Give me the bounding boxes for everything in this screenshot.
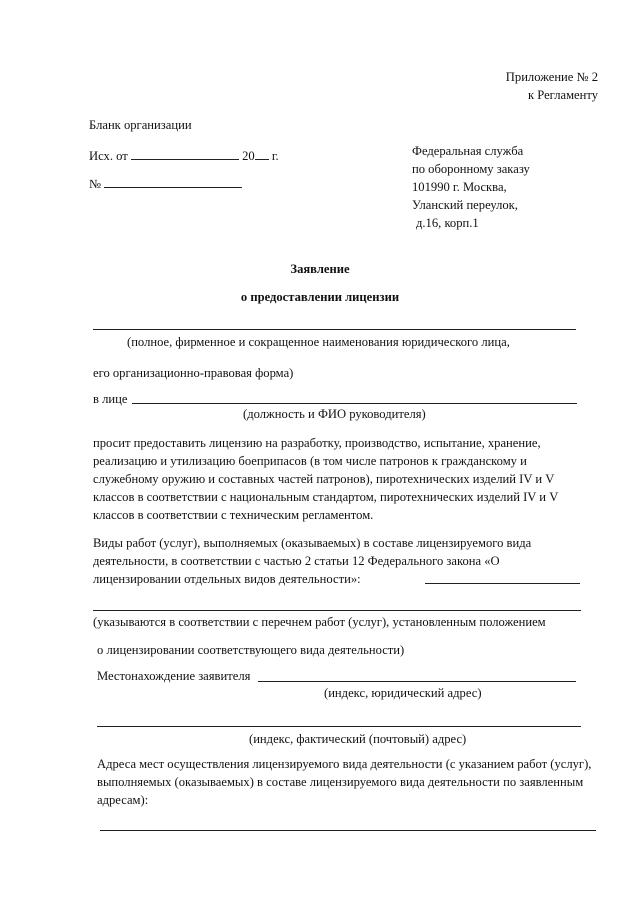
outgoing-year-field[interactable] xyxy=(255,147,269,160)
number-prefix: № xyxy=(89,177,102,191)
company-name-field[interactable] xyxy=(93,329,576,330)
outgoing-prefix: Исх. от xyxy=(89,149,128,163)
company-name-hint-1: (полное, фирменное и сокращенное наименования юридического лица, xyxy=(127,335,510,349)
location-actual-field[interactable] xyxy=(97,726,581,727)
works-hint-2: о лицензировании соответствующего вида деятельности) xyxy=(97,643,405,657)
addresses-line-2: выполняемых (оказываемых) в составе лицензируемого вида деятельности по заявленным xyxy=(97,775,584,789)
location-hint-actual: (индекс, фактический (почтовый) адрес) xyxy=(249,732,467,746)
recipient-line-5: д.16, корп.1 xyxy=(416,216,479,230)
addresses-field[interactable] xyxy=(100,830,596,831)
works-field-inline[interactable] xyxy=(425,583,580,584)
addresses-line-1: Адреса мест осуществления лицензируемого вида деятельности (с указанием работ (услуг), xyxy=(97,757,592,771)
outgoing-date-field[interactable] xyxy=(131,147,239,160)
outgoing-year-suffix: г. xyxy=(271,149,279,163)
request-line-5: классов в соответствии с техническим регламентом. xyxy=(93,508,374,522)
letterhead-label: Бланк организации xyxy=(89,118,192,132)
number-row xyxy=(89,175,242,192)
works-line-1: Виды работ (услуг), выполняемых (оказываемых) в составе лицензируемого вида xyxy=(93,536,532,550)
request-line-1: просит предоставить лицензию на разработку, производство, испытание, хранение, xyxy=(93,436,541,450)
outgoing-date-row xyxy=(89,147,279,164)
person-prefix: в лице xyxy=(93,392,128,406)
works-line-3: лицензировании отдельных видов деятельности»: xyxy=(93,572,361,586)
appendix-line-1: Приложение № 2 xyxy=(505,70,598,84)
person-field[interactable] xyxy=(132,403,577,404)
addresses-line-3: адресам): xyxy=(97,793,149,807)
document-subtitle: о предоставлении лицензии xyxy=(240,290,400,304)
request-line-2: реализацию и утилизацию боеприпасов (в том числе патронов к гражданскому и xyxy=(93,454,527,468)
works-line-2: деятельности, в соответствии с частью 2 статьи 12 Федерального закона «О xyxy=(93,554,500,568)
outgoing-year: 20 xyxy=(242,149,255,163)
document-title: Заявление xyxy=(290,262,350,276)
request-line-3: служебному оружию и составных частей патронов), пиротехнических изделий IV и V xyxy=(93,472,555,486)
works-field[interactable] xyxy=(93,610,581,611)
company-name-hint-2: его организационно-правовая форма) xyxy=(93,366,294,380)
person-hint: (должность и ФИО руководителя) xyxy=(243,407,426,421)
recipient-line-2: по оборонному заказу xyxy=(412,162,530,176)
location-legal-field[interactable] xyxy=(258,681,576,682)
location-label: Местонахождение заявителя xyxy=(97,669,251,683)
location-hint-legal: (индекс, юридический адрес) xyxy=(324,686,482,700)
request-line-4: классов в соответствии с национальным стандартом, пиротехнических изделий IV и V xyxy=(93,490,559,504)
recipient-line-1: Федеральная служба xyxy=(412,144,524,158)
works-hint-1: (указываются в соответствии с перечнем работ (услуг), установленным положением xyxy=(93,615,546,629)
appendix-line-2: к Регламенту xyxy=(527,88,598,102)
recipient-line-4: Уланский переулок, xyxy=(412,198,518,212)
recipient-line-3: 101990 г. Москва, xyxy=(412,180,507,194)
number-field[interactable] xyxy=(104,175,242,188)
